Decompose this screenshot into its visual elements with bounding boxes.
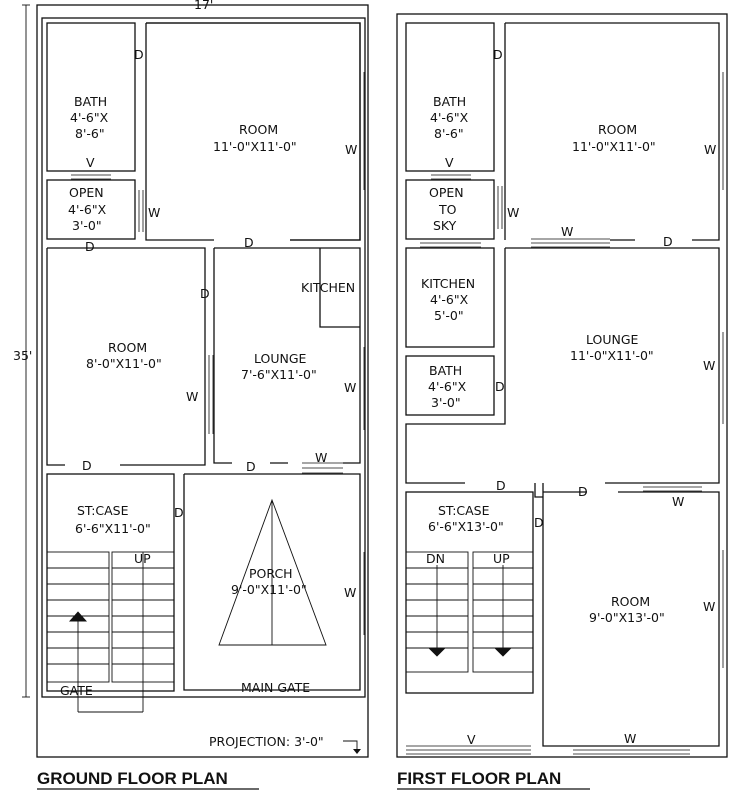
svg-text:3'-0": 3'-0" (72, 218, 102, 233)
svg-text:D: D (85, 239, 95, 254)
ground-lounge-label (241, 351, 317, 382)
ground-floor-title: GROUND FLOOR PLAN (37, 769, 228, 788)
svg-text:7'-6"X11'-0": 7'-6"X11'-0" (241, 367, 317, 382)
svg-text:W: W (561, 224, 574, 239)
svg-text:D: D (578, 484, 588, 499)
svg-text:D: D (495, 379, 505, 394)
svg-text:D: D (246, 459, 256, 474)
first-kitchen-label (421, 276, 475, 323)
first-stcase-label (428, 503, 504, 534)
svg-text:ROOM: ROOM (611, 594, 651, 609)
svg-text:TO: TO (439, 202, 457, 217)
svg-text:OPEN: OPEN (429, 185, 464, 200)
first-open-label (429, 185, 464, 233)
svg-text:4'-6"X: 4'-6"X (428, 379, 467, 394)
ground-room1-label (213, 122, 297, 154)
svg-text:BATH: BATH (433, 94, 467, 109)
ground-width-dimension: 17' (194, 0, 214, 12)
svg-text:D: D (244, 235, 254, 250)
svg-text:8'-0"X11'-0": 8'-0"X11'-0" (86, 356, 162, 371)
svg-text:W: W (186, 389, 199, 404)
svg-text:SKY: SKY (433, 218, 457, 233)
svg-text:V: V (445, 155, 454, 170)
svg-text:11'-0"X11'-0": 11'-0"X11'-0" (213, 139, 297, 154)
svg-text:D: D (134, 47, 144, 62)
ground-kitchen-label: KITCHEN (301, 280, 356, 295)
svg-text:PORCH: PORCH (249, 566, 293, 581)
svg-text:BATH: BATH (74, 94, 108, 109)
svg-text:3'-0": 3'-0" (431, 395, 461, 410)
first-room1-label (572, 122, 656, 154)
svg-text:OPEN: OPEN (69, 185, 104, 200)
svg-text:ROOM: ROOM (598, 122, 638, 137)
svg-text:ST:CASE: ST:CASE (77, 503, 129, 518)
svg-text:W: W (704, 142, 717, 157)
ground-floor-plan (13, 0, 368, 789)
ground-gate-label: GATE (60, 683, 93, 698)
svg-text:BATH: BATH (429, 363, 463, 378)
svg-text:6'-6"X13'-0": 6'-6"X13'-0" (428, 519, 504, 534)
svg-text:4'-6"X: 4'-6"X (68, 202, 107, 217)
first-room2-label (589, 594, 665, 625)
ground-up-label: UP (134, 551, 151, 566)
svg-text:D: D (496, 478, 506, 493)
svg-text:ROOM: ROOM (108, 340, 148, 355)
first-up-label: UP (493, 551, 510, 566)
svg-text:LOUNGE: LOUNGE (254, 351, 307, 366)
svg-text:11'-0"X11'-0": 11'-0"X11'-0" (570, 348, 654, 363)
first-stairs-left (406, 552, 468, 672)
svg-text:5'-0": 5'-0" (434, 308, 464, 323)
svg-text:8'-6": 8'-6" (434, 126, 464, 141)
first-bath1-label (430, 94, 469, 141)
first-stairs-right (473, 552, 533, 672)
svg-text:W: W (344, 380, 357, 395)
svg-text:W: W (507, 205, 520, 220)
first-floor-title: FIRST FLOOR PLAN (397, 769, 562, 788)
svg-text:W: W (344, 585, 357, 600)
svg-text:W: W (315, 450, 328, 465)
svg-text:D: D (200, 286, 210, 301)
svg-text:LOUNGE: LOUNGE (586, 332, 639, 347)
svg-text:W: W (703, 599, 716, 614)
svg-text:4'-6"X: 4'-6"X (430, 292, 469, 307)
svg-text:W: W (672, 494, 685, 509)
svg-text:4'-6"X: 4'-6"X (70, 110, 109, 125)
svg-text:D: D (82, 458, 92, 473)
svg-text:4'-6"X: 4'-6"X (430, 110, 469, 125)
svg-text:W: W (703, 358, 716, 373)
svg-text:V: V (467, 732, 476, 747)
svg-text:D: D (534, 515, 544, 530)
ground-stcase-label (75, 503, 151, 536)
svg-text:ROOM: ROOM (239, 122, 279, 137)
svg-text:V: V (86, 155, 95, 170)
first-dn-label: DN (426, 551, 445, 566)
svg-text:D: D (174, 505, 184, 520)
svg-text:W: W (624, 731, 637, 746)
svg-text:8'-6": 8'-6" (75, 126, 105, 141)
svg-text:D: D (663, 234, 673, 249)
ground-depth-dimension: 35' (13, 348, 33, 363)
svg-text:9'-0"X11'-0": 9'-0"X11'-0" (231, 582, 307, 597)
svg-text:9'-0"X13'-0": 9'-0"X13'-0" (589, 610, 665, 625)
ground-room2-label (86, 340, 162, 371)
ground-bath-label (70, 94, 109, 141)
first-bath2-label (428, 363, 467, 410)
ground-porch-label (231, 566, 307, 597)
svg-text:11'-0"X11'-0": 11'-0"X11'-0" (572, 139, 656, 154)
svg-text:D: D (493, 47, 503, 62)
svg-text:ST:CASE: ST:CASE (438, 503, 490, 518)
first-lounge-label (570, 332, 654, 363)
ground-open-label (68, 185, 107, 233)
svg-text:W: W (345, 142, 358, 157)
svg-text:6'-6"X11'-0": 6'-6"X11'-0" (75, 521, 151, 536)
svg-text:W: W (148, 205, 161, 220)
projection-label: PROJECTION: 3'-0" (209, 734, 324, 749)
first-floor-plan (397, 14, 727, 789)
svg-text:KITCHEN: KITCHEN (421, 276, 476, 291)
ground-main-gate-label: MAIN GATE (241, 680, 311, 695)
